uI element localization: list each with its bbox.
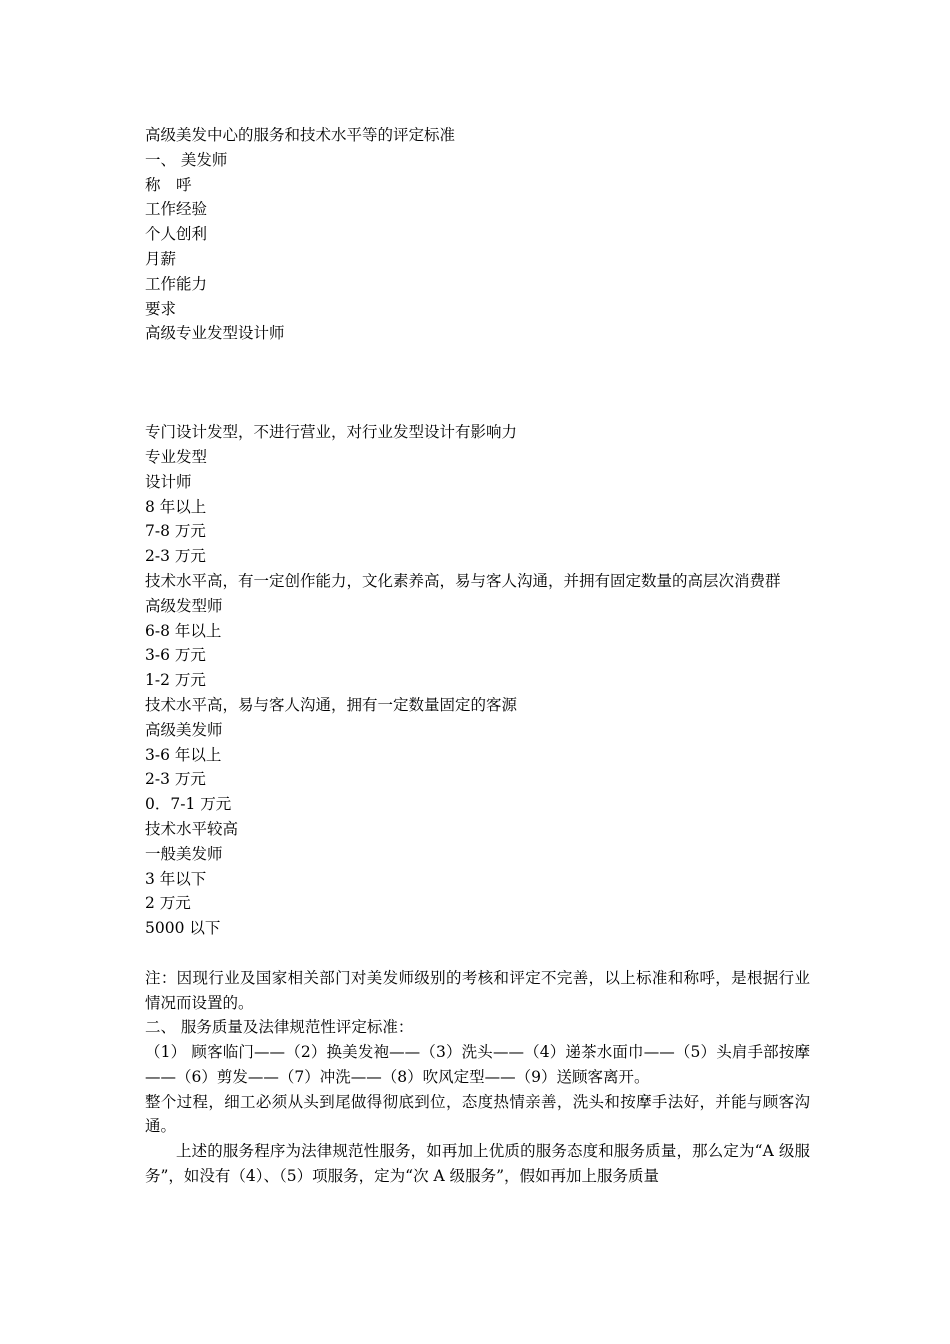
row1-ability: 技术水平高，有一定创作能力，文化素养高，易与客人沟通，并拥有固定数量的高层次消费群 — [145, 571, 781, 590]
header-ability: 工作能力 — [145, 274, 208, 293]
section-2-heading: 二、 服务质量及法律规范性评定标准： — [145, 1018, 414, 1037]
row1-title-line1: 专业发型 — [145, 447, 208, 466]
row0-title: 高级专业发型设计师 — [145, 324, 285, 343]
row2-salary: 1-2 万元 — [145, 671, 206, 690]
header-salary: 月薪 — [145, 249, 177, 268]
row4-salary: 5000 以下 — [145, 919, 221, 938]
row2-title: 高级发型师 — [145, 596, 223, 615]
row2-ability: 技术水平高，易与客人沟通，拥有一定数量固定的客源 — [145, 695, 518, 714]
spacer — [145, 346, 810, 420]
header-experience: 工作经验 — [145, 200, 208, 219]
row2-experience: 6-8 年以上 — [145, 621, 222, 640]
row1-title-line2: 设计师 — [145, 472, 192, 491]
row1-profit: 7-8 万元 — [145, 522, 206, 541]
spacer — [145, 941, 810, 966]
row3-title: 高级美发师 — [145, 720, 223, 739]
row3-experience: 3-6 年以上 — [145, 745, 222, 764]
row1-experience: 8 年以上 — [145, 497, 207, 516]
note-paragraph: 注：因现行业及国家相关部门对美发师级别的考核和评定不完善，以上标准和称呼，是根据行业情况而设置的。 — [145, 968, 810, 1012]
row3-salary: 0．7-1 万元 — [145, 795, 232, 814]
section-1-heading: 一、 美发师 — [145, 150, 228, 169]
row0-description: 专门设计发型，不进行营业，对行业发型设计有影响力 — [145, 423, 518, 442]
process-note: 整个过程，细工必须从头到尾做得彻底到位，态度热情亲善，洗头和按摩手法好，并能与顾客沟通。 — [145, 1092, 810, 1136]
header-requirement: 要求 — [145, 299, 177, 318]
row4-profit: 2 万元 — [145, 894, 191, 913]
header-title: 称 呼 — [145, 175, 192, 194]
document-title: 高级美发中心的服务和技术水平等的评定标准 — [145, 126, 456, 144]
document-body — [145, 123, 810, 1189]
row1-salary: 2-3 万元 — [145, 547, 206, 566]
service-grade-paragraph: 上述的服务程序为法律规范性服务，如再加上优质的服务态度和服务质量，那么定为“A 级服务”，如没有（4）、（5）项服务，定为“次 A 级服务”，假如再加上服务质量 — [145, 1142, 810, 1186]
header-profit: 个人创利 — [145, 225, 208, 244]
row3-profit: 2-3 万元 — [145, 770, 206, 789]
row2-profit: 3-6 万元 — [145, 646, 206, 665]
service-procedure: （1） 顾客临门——（2）换美发袍——（3）洗头——（4）递茶水面巾——（5）头肩手部按摩——（6）剪发——（7）冲洗——（8）吹风定型——（9）送顾客离开。 — [145, 1043, 810, 1086]
row4-title: 一般美发师 — [145, 844, 223, 863]
row4-experience: 3 年以下 — [145, 869, 207, 888]
row3-ability: 技术水平较高 — [145, 819, 239, 838]
